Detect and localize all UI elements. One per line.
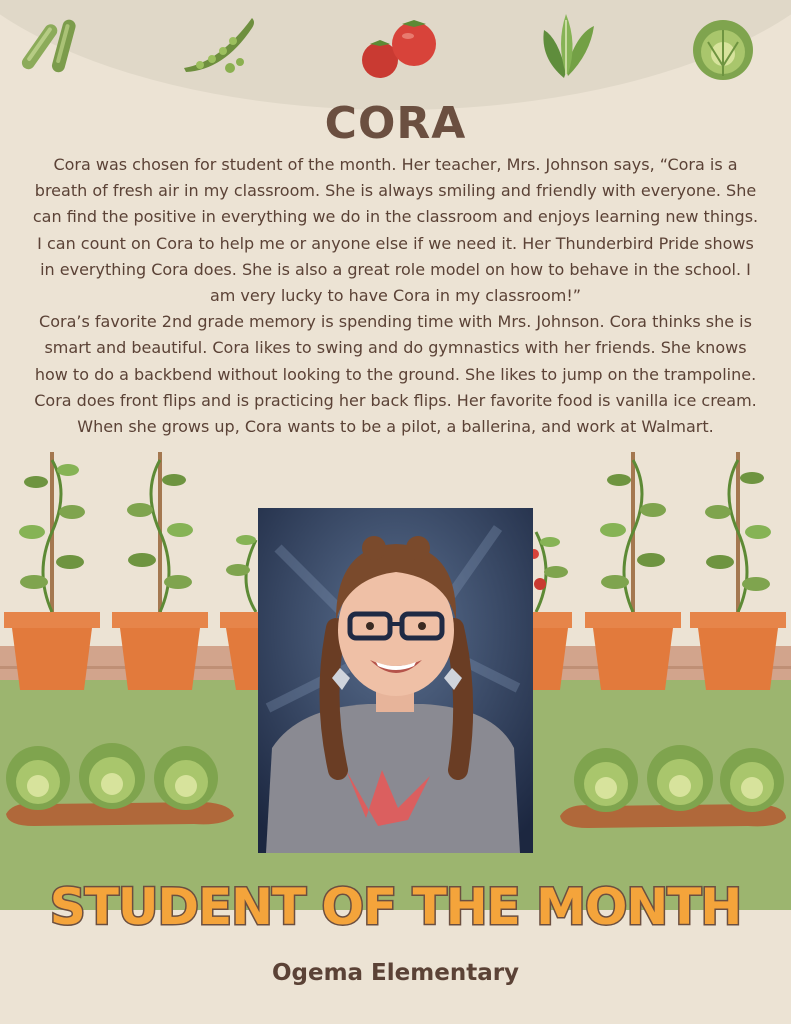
potted-plant-icon (690, 452, 788, 692)
lettuce-patch-icon (4, 738, 236, 830)
tomato-icon (358, 14, 442, 82)
student-description (28, 152, 763, 440)
potted-plant-icon (112, 452, 210, 692)
student-photo (258, 508, 533, 853)
potted-plant-icon (585, 452, 683, 692)
student-of-the-month-heading: STUDENT OF THE MONTH (49, 878, 742, 936)
cucumber-icon (20, 15, 82, 77)
pea-pod-icon (180, 12, 260, 76)
teacher-quote-paragraph: Cora was chosen for student of the month. Her teacher, Mrs. Johnson says, “Cora is a breath of fresh air in my classroom. She is always smiling and friendly with everyone. She can find the positive in everything we do in the classroom and enjoys learning new things. I can count on Cora to help me or anyone else if we need it. Her Thunderbird Pride shows in everything Cora does. She is also a great role model on how to behave in the school. I am very lucky to have Cora in my classroom!” (32, 155, 759, 306)
student-name-title: CORA (324, 98, 467, 149)
school-name: Ogema Elementary (271, 960, 520, 986)
potted-plant-icon (4, 452, 102, 692)
favorites-paragraph: Cora’s favorite 2nd grade memory is spending time with Mrs. Johnson. Cora thinks she is smart and beautiful. Cora likes to swing and do gymnastics with her friends. She knows how to do a backbend without looking to the ground. She likes to jump on the trampoline. Cora does front flips and is practicing her back flips. Her favorite food is vanilla ice cream. When she grows up, Cora wants to be a pilot, a ballerina, and work at Walmart. (34, 312, 757, 437)
lettuce-icon (688, 12, 758, 82)
lettuce-patch-icon (558, 740, 788, 832)
spinach-icon (530, 8, 604, 80)
